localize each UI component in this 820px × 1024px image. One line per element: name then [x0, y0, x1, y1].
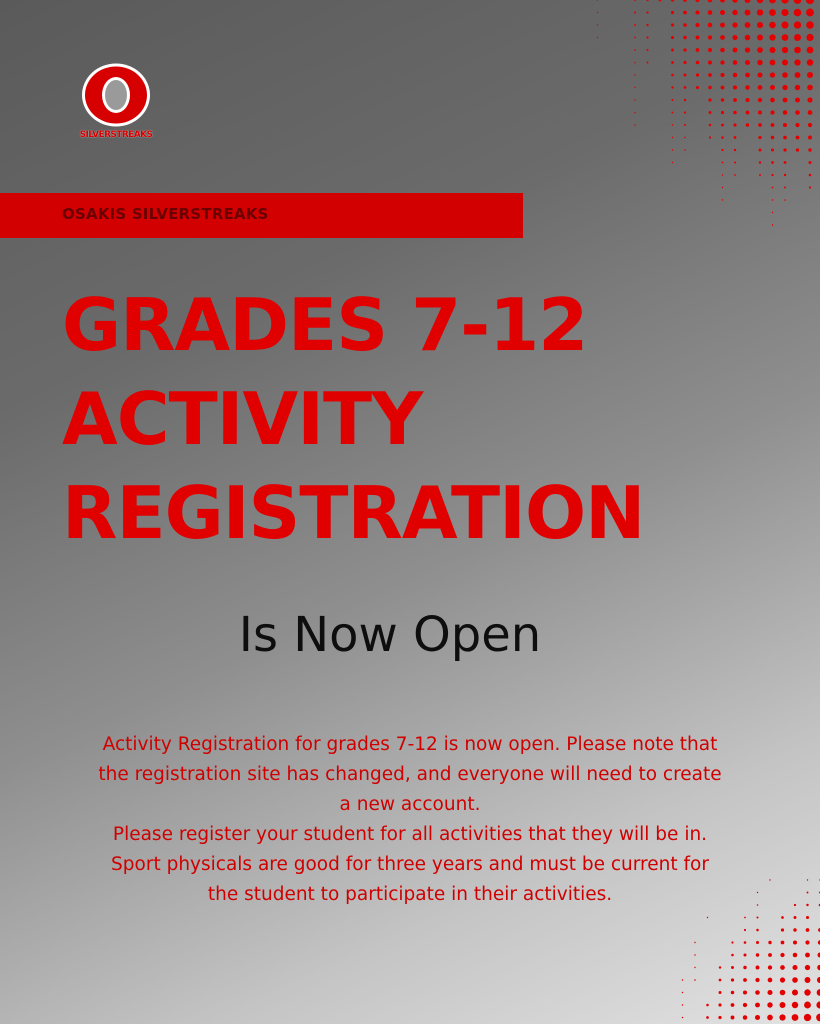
halftone-dot — [768, 941, 771, 944]
halftone-dot — [682, 1004, 683, 1005]
halftone-dot — [780, 965, 785, 970]
halftone-dot — [807, 879, 808, 880]
halftone-dot — [731, 941, 733, 943]
halftone-dot — [794, 904, 796, 906]
halftone-dot — [792, 989, 798, 995]
halftone-dot — [694, 954, 695, 955]
halftone-dot — [706, 1016, 709, 1019]
halftone-dot — [694, 967, 695, 968]
halftone-dot — [816, 1014, 820, 1022]
halftone-dot — [816, 1001, 820, 1008]
halftone-dot — [793, 928, 796, 931]
body-line: the student to participate in their activities. — [207, 884, 613, 905]
halftone-dot — [807, 892, 809, 894]
halftone-dot — [719, 979, 722, 982]
halftone-dot — [756, 966, 760, 970]
halftone-dot — [768, 965, 772, 969]
halftone-dot — [817, 989, 820, 996]
halftone-dot — [804, 1002, 811, 1009]
halftone-dot — [781, 928, 784, 931]
body-line: Sport physicals are good for three years and must be current for — [111, 854, 709, 875]
banner-label: OSAKIS SILVERSTREAKS — [62, 205, 269, 223]
headline-line: ACTIVITY — [62, 377, 423, 461]
halftone-dot — [805, 977, 811, 983]
halftone-dot — [694, 942, 695, 943]
headline-line: GRADES 7-12 — [62, 283, 588, 367]
halftone-dot — [780, 977, 785, 982]
logo-wordmark: SILVERSTREAKS — [79, 130, 153, 140]
halftone-dot — [805, 965, 810, 970]
halftone-dot — [755, 990, 760, 995]
halftone-dot — [756, 941, 759, 944]
halftone-dot — [682, 979, 683, 980]
halftone-dot — [805, 940, 809, 944]
halftone-dot — [707, 917, 708, 918]
halftone-dot — [743, 1015, 747, 1019]
halftone-dot — [731, 966, 734, 969]
halftone-dot — [756, 929, 759, 932]
halftone-dot — [767, 990, 772, 995]
halftone-dot — [682, 992, 683, 993]
halftone-dot — [793, 953, 798, 958]
halftone-dot — [755, 1015, 760, 1020]
halftone-dot — [718, 1016, 721, 1019]
halftone-dot — [792, 977, 798, 983]
halftone-dot — [743, 990, 747, 994]
halftone-dot — [792, 1014, 799, 1021]
halftone-dot — [767, 1015, 773, 1021]
halftone-dot — [793, 941, 797, 945]
halftone-dot — [756, 916, 758, 918]
halftone-dot — [804, 989, 810, 995]
halftone-dot — [768, 978, 773, 983]
halftone-dot — [780, 1002, 786, 1008]
halftone-dot — [755, 1003, 760, 1008]
halftone-dot — [744, 929, 746, 931]
halftone-dot — [779, 1014, 785, 1020]
halftone-dot — [781, 916, 784, 919]
halftone-dot — [743, 966, 746, 969]
halftone-dot — [756, 953, 759, 956]
halftone-dot — [781, 941, 785, 945]
halftone-dot — [755, 978, 759, 982]
halftone-dot — [806, 928, 810, 932]
halftone-dot — [731, 991, 735, 995]
osakis-logo — [70, 62, 170, 150]
halftone-dot — [744, 941, 747, 944]
halftone-dot — [706, 1004, 709, 1007]
body-line: Activity Registration for grades 7-12 is now open. Please note that — [102, 734, 718, 755]
halftone-dot — [731, 1016, 735, 1020]
halftone-dot — [780, 953, 784, 957]
halftone-dot — [719, 966, 721, 968]
halftone-dot — [731, 978, 734, 981]
halftone-dot — [805, 953, 810, 958]
body-line: the registration site has changed, and everyone will need to create — [98, 764, 722, 785]
halftone-dot — [694, 979, 696, 981]
subhead: Is Now Open — [238, 607, 542, 663]
halftone-dot — [719, 991, 722, 994]
halftone-dot — [682, 1017, 684, 1019]
halftone-dot — [780, 990, 786, 996]
halftone-dot — [731, 1003, 735, 1007]
halftone-dot — [792, 965, 797, 970]
halftone-dot — [792, 1002, 798, 1008]
halftone-dot — [768, 953, 772, 957]
halftone-dot — [731, 954, 734, 957]
halftone-dot — [804, 1014, 811, 1021]
halftone-dot — [806, 904, 808, 906]
halftone-dot — [743, 953, 746, 956]
halftone-dot — [743, 1003, 747, 1007]
body-line: a new account. — [339, 794, 481, 815]
halftone-dot — [743, 978, 747, 982]
halftone-dot — [794, 916, 797, 919]
halftone-dot — [744, 917, 746, 919]
logo-o-icon — [81, 62, 151, 128]
headline-line: REGISTRATION — [62, 471, 645, 555]
headline — [62, 278, 782, 560]
halftone-dot — [767, 1002, 772, 1007]
halftone-dot — [806, 916, 809, 919]
body-line: Please register your student for all activities that they will be in. — [112, 824, 708, 845]
banner — [0, 193, 523, 238]
body-text — [30, 730, 790, 910]
halftone-dot — [718, 1003, 721, 1006]
